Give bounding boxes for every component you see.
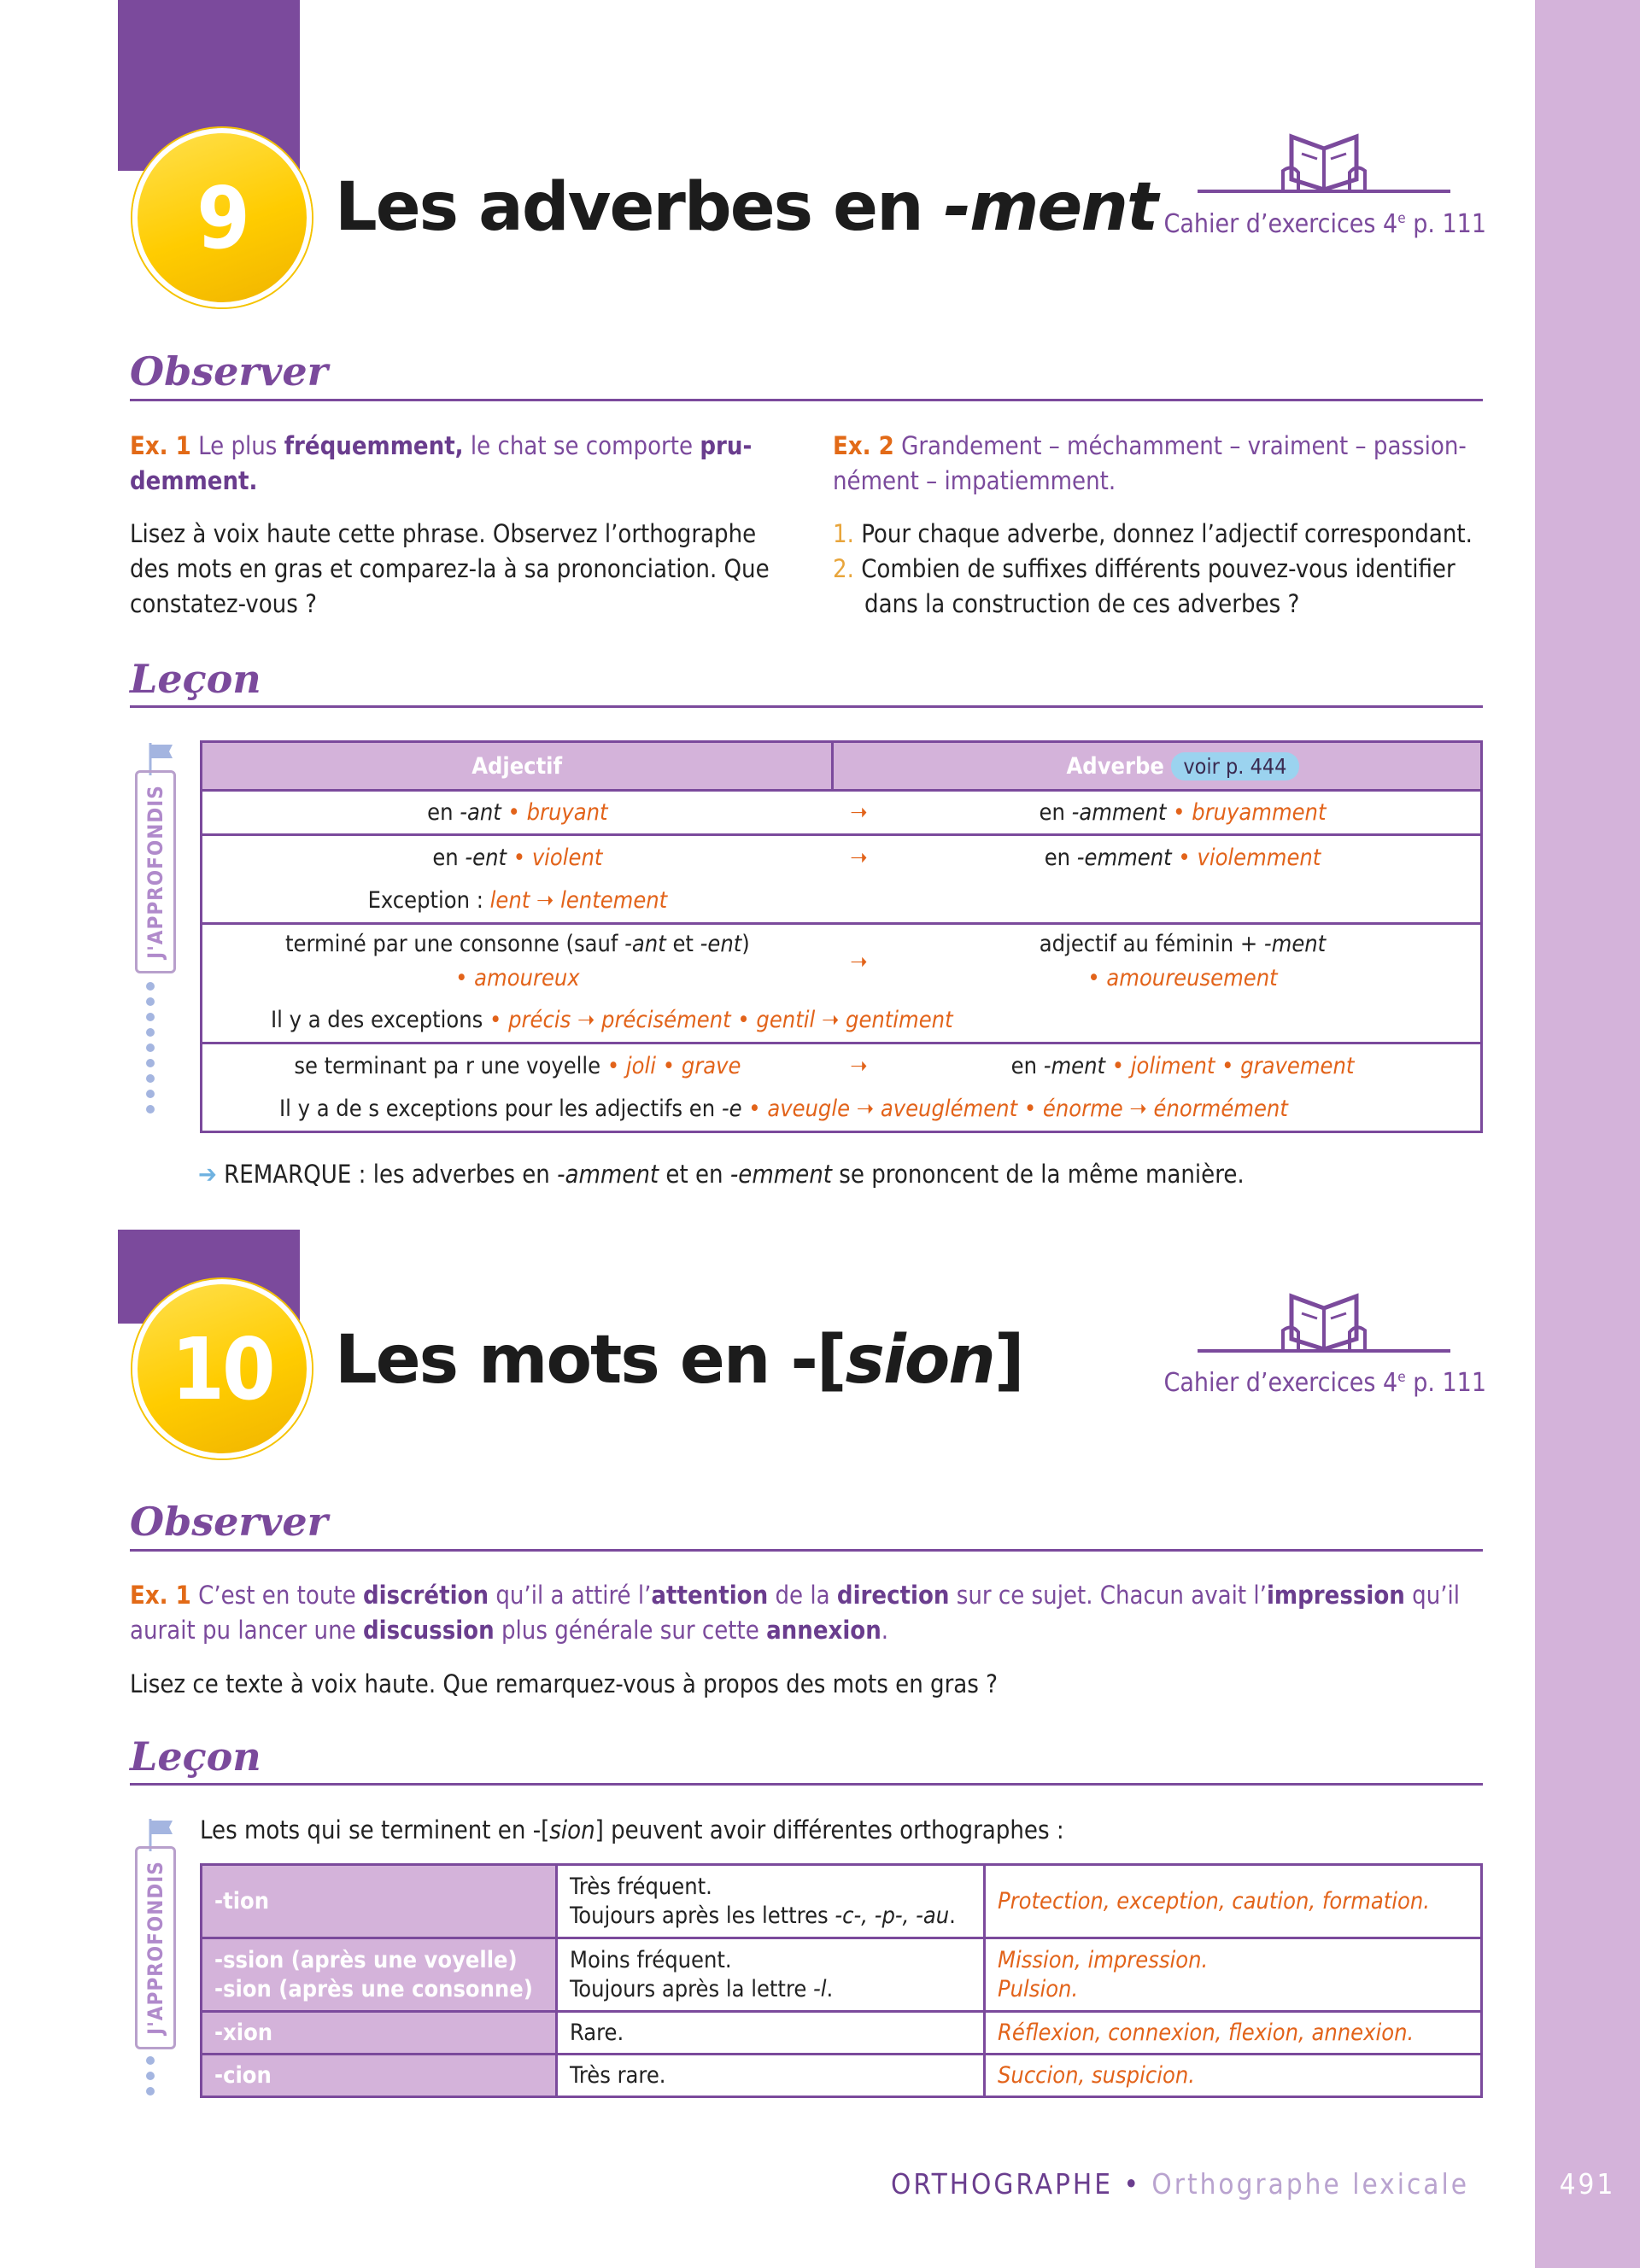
table-row: Il y a des exceptions • précis ➝ précisément • gentil ➝ gentiment — [271, 1007, 953, 1034]
approfondis-label: J'APPROFONDIS — [135, 1846, 176, 2049]
heading-rule — [130, 1549, 1483, 1552]
right-sidebar — [1535, 0, 1640, 2268]
voir-reference: voir p. 444 — [1171, 752, 1298, 780]
column-header: Adverbe voir p. 444 — [885, 742, 1481, 791]
section-number-badge — [132, 128, 312, 307]
book-reading-icon — [1198, 1279, 1450, 1356]
dotted-line — [146, 982, 158, 1114]
lecon-heading: Leçon — [130, 656, 261, 702]
arrow-right-icon: ➔ — [198, 1160, 217, 1189]
dotted-line — [146, 2056, 158, 2096]
table-row: Il y a de s exceptions pour les adjectifs en -e • aveugle ➝ aveuglément • énorme ➝ énormément — [279, 1096, 1288, 1123]
section-number: 9 — [196, 167, 248, 268]
adverb-formation-table — [200, 740, 1483, 1133]
workbook-reference: Cahier d’exercices 4e p. 111 — [1163, 209, 1486, 239]
table-row: -xion Rare. Réflexion, connexion, flexion, annexion. — [202, 2012, 1482, 2055]
table-row: -cion Très rare. Succion, suspicion. — [202, 2055, 1482, 2097]
table-row: Exception : lent ➝ lentement — [367, 887, 668, 915]
section-title: Les adverbes en -ment — [335, 169, 1157, 246]
observer-heading: Observer — [130, 348, 328, 395]
workbook-reference: Cahier d’exercices 4e p. 111 — [1163, 1368, 1486, 1398]
exercise-1-instructions: Lisez à voix haute cette phrase. Observez l’orthographe des mots en gras et comparez-la à sa prononciation. Que constatez-vous ? — [130, 519, 770, 618]
exercise-2: Ex. 2 Grandement – méchamment – vraiment – passion- nément – impatiemment. — [833, 431, 1467, 495]
table-row: en -ant • bruyant ➝ en -amment • bruyamment — [202, 791, 1482, 835]
exercise-1: Ex. 1 C’est en toute discrétion qu’il a attiré l’attention de la direction sur ce sujet. Chacun avait l’impression qu’il aurait pu lancer une discussion plus générale sur cette annexion. — [130, 1581, 1461, 1645]
heading-rule — [130, 1783, 1483, 1786]
table-row: se terminant pa r une voyelle • joli • grave ➝ en -ment • joliment • gravement — [202, 1043, 1482, 1088]
approfondis-label: J'APPROFONDIS — [135, 770, 176, 973]
section-title: Les mots en -[sion] — [335, 1322, 1023, 1399]
exercise-1: Ex. 1 Le plus fréquemment, le chat se comporte pru- demment. — [130, 431, 753, 495]
page-footer: ORTHOGRAPHE • Orthographe lexicale — [891, 2167, 1469, 2201]
lecon-intro: Les mots qui se terminent en -[sion] peuvent avoir différentes orthographes : — [200, 1815, 1064, 1844]
section-number-badge — [132, 1279, 312, 1458]
heading-rule — [130, 705, 1483, 708]
exercise-1-instructions: Lisez ce texte à voix haute. Que remarquez-vous à propos des mots en gras ? — [130, 1669, 999, 1698]
observer-heading: Observer — [130, 1499, 328, 1545]
table-row: -tion Très fréquent. Toujours après les lettres -c-, -p-, -au. Protection, exception, caution, formation. — [202, 1865, 1482, 1938]
table-row: terminé par une consonne (sauf -ant et -ent) • amoureux ➝ adjectif au féminin + -ment • amoureusement — [202, 924, 1482, 999]
table-row: -ssion (après une voyelle) -sion (après une consonne) Moins fréquent. Toujours après la lettre -l. Mission, impression. Pulsion. — [202, 1938, 1482, 2012]
section-number: 10 — [171, 1318, 273, 1419]
exercise-2-questions: 1. Pour chaque adverbe, donnez l’adjectif correspondant. 2. Combien de suffixes différents pouvez-vous identifier dans la construction de ces adverbes ? — [833, 519, 1473, 618]
page-number: 491 — [1559, 2167, 1616, 2201]
book-reading-icon — [1198, 120, 1450, 196]
column-header: Adjectif — [202, 742, 833, 791]
heading-rule — [130, 399, 1483, 401]
table-row: en -ent • violent ➝ en -emment • violemment — [202, 835, 1482, 880]
remarque: ➔ REMARQUE : les adverbes en -amment et en -emment se prononcent de la même manière. — [198, 1160, 1245, 1189]
lecon-heading: Leçon — [130, 1733, 261, 1780]
sion-spelling-table — [200, 1863, 1483, 2098]
